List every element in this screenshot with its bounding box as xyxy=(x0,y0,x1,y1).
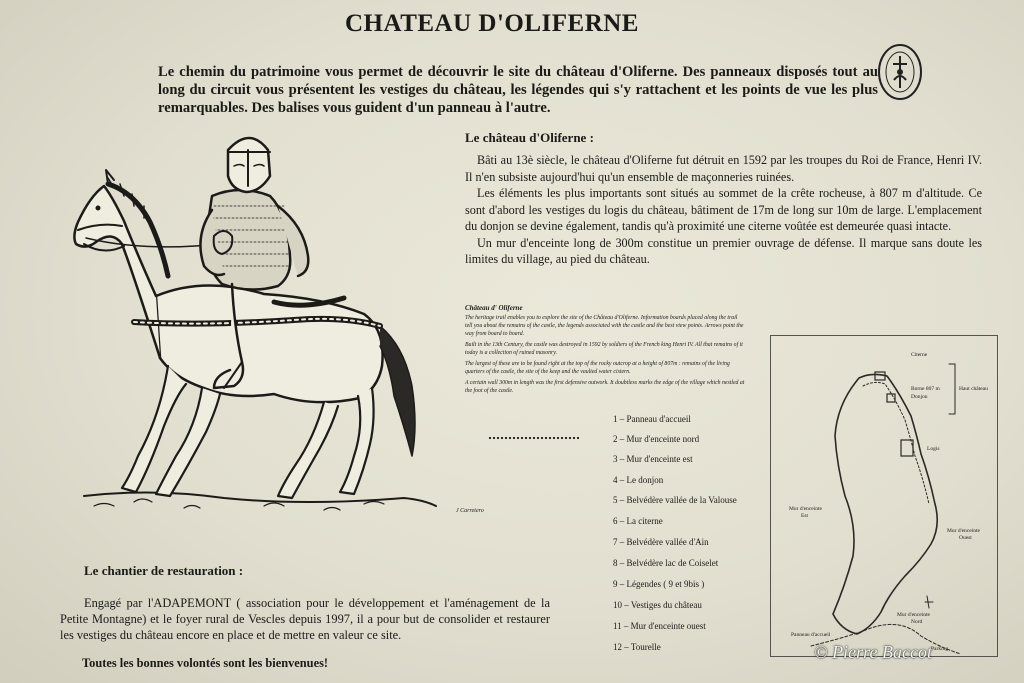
map-label-donjon: Donjon xyxy=(911,394,928,400)
english-paragraph: The heritage trail enables you to explore the site of the Château d'Oliferne. Information boards placed along the trail tell you about the remains of the castle, the legends associated with the castle and the best view points. Arrows point the way from board to board. xyxy=(465,315,744,337)
map-label-mur-nord-2: Nord xyxy=(911,619,923,625)
english-text xyxy=(465,304,745,398)
legend-item: 4 – Le donjon xyxy=(613,475,664,485)
legend-item: 2 – Mur d'enceinte nord xyxy=(613,434,700,444)
restoration-paragraph: Engagé par l'ADAPEMONT ( association pour le développement et l'aménagement de la Petite Montagne) et le foyer rural de Vescles depuis 1997, il a pour but de consolider et restaurer les vestiges du château encore en place et de mettre en valeur ce site. xyxy=(60,596,550,642)
map-label-panneau: Panneau d'accueil xyxy=(791,632,831,638)
restoration-closing: Toutes les bonnes volontés sont les bienvenues! xyxy=(82,656,329,670)
english-paragraph: Built in the 13th Century, the castle was destroyed in 1592 by soldiers of the French king Henri IV. All that remains of it today is a collection of ruined masonry. xyxy=(465,342,743,356)
french-paragraph: Bâti au 13è siècle, le château d'Oliferne fut détruit en 1592 par les troupes du Roi de France, Henri IV. Il n'en subsiste aujourd'hui qu'un ensemble de maçonneries ruinées. xyxy=(465,153,982,184)
legend-item: 6 – La citerne xyxy=(613,516,663,526)
dotted-trail-line xyxy=(489,437,579,439)
legend-item: 5 – Belvédère vallée de la Valouse xyxy=(613,495,737,505)
map-label-mur-est-2: Est xyxy=(801,513,809,519)
legend-item: 12 – Tourelle xyxy=(613,642,661,652)
map-label-borne: Borne 807 m xyxy=(911,386,940,392)
map-label-mur-ouest: Mur d'enceinte xyxy=(947,528,980,534)
map-label-mur-est: Mur d'enceinte xyxy=(789,506,822,512)
legend-item: 1 – Panneau d'accueil xyxy=(613,414,691,424)
map-label-logis: Logis xyxy=(927,446,940,452)
map-label-citerne: Citerne xyxy=(911,352,928,358)
site-map-drawing xyxy=(771,336,997,656)
legend-item: 10 – Vestiges du château xyxy=(613,600,702,610)
english-paragraph: The largest of these are to be found right at the top of the rocky outcrop at a height of 807m : remains of the living quarters of the castle, the site of the keep and the vaulted water cistern. xyxy=(465,361,730,375)
map-label-parking: Parking xyxy=(931,646,949,652)
map-label-haut-chateau: Haut château xyxy=(959,386,988,392)
english-paragraph: A certain wall 300m in length was the first defensive outwork. It doubtless marks the edge of the village which nestled at the foot of the castle. xyxy=(465,380,745,394)
map-label-mur-ouest-2: Ouest xyxy=(959,535,972,541)
board-title: CHATEAU D'OLIFERNE xyxy=(345,10,639,37)
french-paragraph: Les éléments les plus importants sont situés au sommet de la crête rocheuse, à 807 m d'altitude. Ce sont d'abord les vestiges du logis du château, bâtiment de 17m de long sur 10m de large. L'emplacement du donjon se devine également, tandis qu'à proximité une citerne voûtée est demeurée quasi intacte. xyxy=(465,186,982,233)
legend-item: 3 – Mur d'enceinte est xyxy=(613,454,693,464)
french-paragraph: Un mur d'enceinte long de 300m constitue un premier ouvrage de défense. Il marque sans doute les limites du village, au pied du château. xyxy=(465,235,982,266)
restoration-heading: Le chantier de restauration : xyxy=(84,563,244,578)
legend-item: 7 – Belvédère vallée d'Ain xyxy=(613,537,709,547)
site-map xyxy=(770,335,998,657)
legend-item: 8 – Belvédère lac de Coiselet xyxy=(613,558,719,568)
photo-watermark: © Pierre Baccot xyxy=(814,642,932,662)
restoration-text xyxy=(60,595,550,643)
illustration-credit: J Carretero xyxy=(456,508,484,514)
map-label-mur-nord: Mur d'enceinte xyxy=(897,612,930,618)
french-text xyxy=(465,152,982,268)
french-heading: Le château d'Oliferne : xyxy=(465,130,594,145)
legend-item: 9 – Légendes ( 9 et 9bis ) xyxy=(613,579,705,589)
legend-item: 11 – Mur d'enceinte ouest xyxy=(613,621,706,631)
intro-text: Le chemin du patrimoine vous permet de découvrir le site du château d'Oliferne. Des panneaux disposés tout au long du circuit vous présentent les vestiges du château, les légendes qui s'y rattachent et les points de vue les plus remarquables. Des balises vous guident d'un panneau à l'autre. xyxy=(158,64,878,116)
knight-on-horse-illustration xyxy=(64,126,438,542)
english-heading: Château d' Oliferne xyxy=(465,304,523,312)
seal-emblem xyxy=(876,42,924,102)
